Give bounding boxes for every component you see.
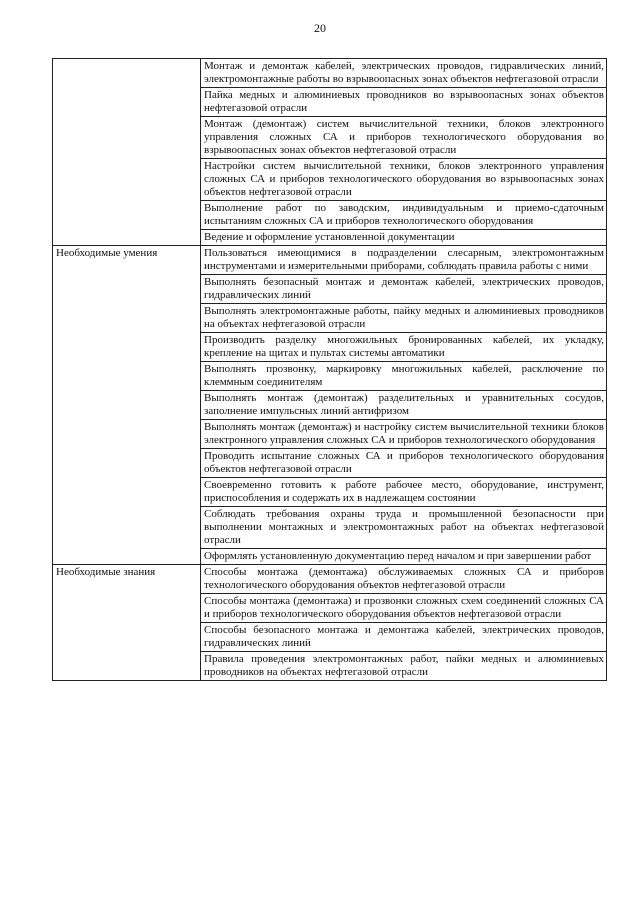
requirement-item: Ведение и оформление установленной документации bbox=[201, 230, 607, 246]
requirement-item: Производить разделку многожильных бронированных кабелей, их укладку, крепление на щитах и пультах системы автоматики bbox=[201, 333, 607, 362]
page-number: 20 bbox=[314, 21, 326, 35]
requirement-item: Соблюдать требования охраны труда и промышленной безопасности при выполнении монтажных и электромонтажных работ на объектах нефтегазовой отрасли bbox=[201, 507, 607, 549]
requirement-item: Проводить испытание сложных СА и приборов технологического оборудования объектов нефтегазовой отрасли bbox=[201, 449, 607, 478]
requirement-item: Настройки систем вычислительной техники, блоков электронного управления сложных СА и приборов технологического оборудования во взрывоопасных зонах объектов нефтегазовой отрасли bbox=[201, 159, 607, 201]
requirement-item: Оформлять установленную документацию перед началом и при завершении работ bbox=[201, 549, 607, 565]
requirement-item: Выполнять безопасный монтаж и демонтаж кабелей, электрических проводов, гидравлических линий bbox=[201, 275, 607, 304]
table-row bbox=[53, 246, 607, 275]
requirement-item: Монтаж (демонтаж) систем вычислительной техники, блоков электронного управления сложных СА и приборов технологического оборудования во взрывоопасных зонах объектов нефтегазовой отрасли bbox=[201, 117, 607, 159]
section-label: Необходимые умения bbox=[53, 246, 201, 565]
requirements-table bbox=[52, 58, 607, 681]
requirement-item: Способы монтажа (демонтажа) и прозвонки сложных схем соединений сложных СА и приборов технологического оборудования объектов нефтегазовой отрасли bbox=[201, 594, 607, 623]
requirement-item: Выполнение работ по заводским, индивидуальным и приемо-сдаточным испытаниям сложных СА и приборов технологического оборудования bbox=[201, 201, 607, 230]
requirement-item: Пайка медных и алюминиевых проводников во взрывоопасных зонах объектов нефтегазовой отрасли bbox=[201, 88, 607, 117]
section-label bbox=[53, 59, 201, 246]
requirement-item: Своевременно готовить к работе рабочее место, оборудование, инструмент, приспособления и содержать их в надлежащем состоянии bbox=[201, 478, 607, 507]
requirement-item: Способы безопасного монтажа и демонтажа кабелей, электрических проводов, гидравлических линий bbox=[201, 623, 607, 652]
requirement-item: Выполнять монтаж (демонтаж) разделительных и уравнительных сосудов, заполнение импульсных линий антифризом bbox=[201, 391, 607, 420]
requirement-item: Выполнять электромонтажные работы, пайку медных и алюминиевых проводников на объектах нефтегазовой отрасли bbox=[201, 304, 607, 333]
requirement-item: Способы монтажа (демонтажа) обслуживаемых сложных СА и приборов технологического оборудования объектов нефтегазовой отрасли bbox=[201, 565, 607, 594]
requirement-item: Выполнять монтаж (демонтаж) и настройку систем вычислительной техники блоков электронного управления сложных СА и приборов технологического оборудования bbox=[201, 420, 607, 449]
requirement-item: Правила проведения электромонтажных работ, пайки медных и алюминиевых проводников на объектах нефтегазовой отрасли bbox=[201, 652, 607, 681]
requirement-item: Монтаж и демонтаж кабелей, электрических проводов, гидравлических линий, электромонтажные работы во взрывоопасных зонах объектов нефтегазовой отрасли bbox=[201, 59, 607, 88]
requirement-item: Выполнять прозвонку, маркировку многожильных кабелей, расключение по клеммным соединителям bbox=[201, 362, 607, 391]
section-label: Необходимые знания bbox=[53, 565, 201, 681]
requirement-item: Пользоваться имеющимися в подразделении слесарным, электромонтажным инструментами и измерительными приборами, соблюдать правила работы с ними bbox=[201, 246, 607, 275]
table-row bbox=[53, 59, 607, 88]
table-row bbox=[53, 565, 607, 594]
